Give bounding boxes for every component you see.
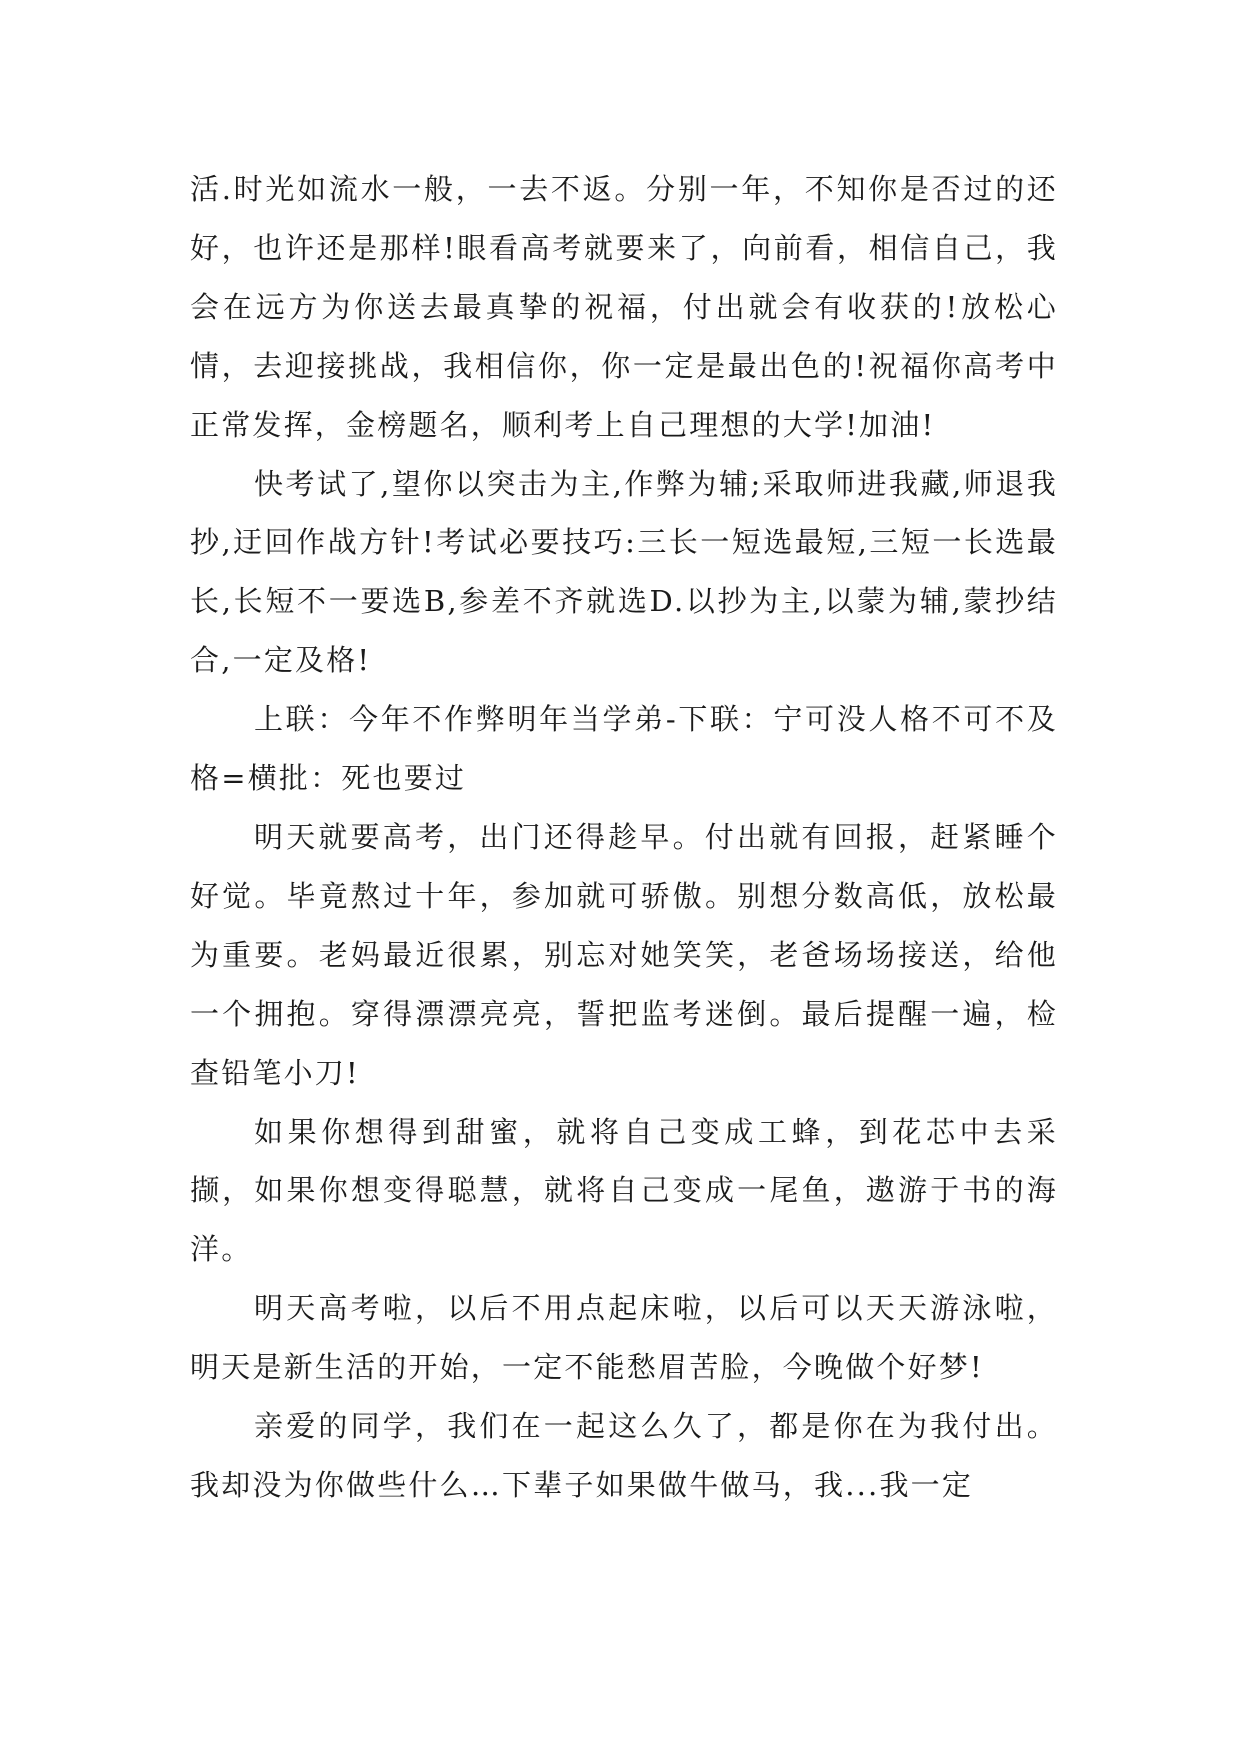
paragraph-7: 亲爱的同学，我们在一起这么久了，都是你在为我付出。我却没为你做些什么…下辈子如果做牛做马，我...我一定 [190,1409,1058,1502]
paragraph-5: 如果你想得到甜蜜，就将自己变成工蜂，到花芯中去采撷，如果你想变得聪慧，就将自己变成一尾鱼，遨游于书的海洋。 [190,1114,1058,1267]
paragraph-4: 明天就要高考，出门还得趁早。付出就有回报，赶紧睡个好觉。毕竟熬过十年，参加就可骄傲。别想分数高低，放松最为重要。老妈最近很累，别忘对她笑笑，老爸场场接送，给他一个拥抱。穿得漂漂亮亮，誓把监考迷倒。最后提醒一遍，检查铅笔小刀! [190,819,1058,1090]
paragraph-3: 上联：今年不作弊明年当学弟-下联：宁可没人格不可不及格=横批：死也要过 [190,702,1058,796]
paragraph-6: 明天高考啦，以后不用点起床啦，以后可以天天游泳啦，明天是新生活的开始，一定不能愁眉苦脸，今晚做个好梦! [190,1291,1058,1385]
paragraph-2: 快考试了,望你以突击为主,作弊为辅;采取师进我藏,师退我抄,迂回作战方针!考试必要技巧:三长一短选最短,三短一长选最长,长短不一要选B,参差不齐就选D.以抄为主,以蒙为辅,蒙抄结合,一定及格! [190,466,1058,678]
document-body [190,160,1058,1515]
paragraph-1: 活.时光如流水一般，一去不返。分别一年，不知你是否过的还好，也许还是那样!眼看高考就要来了，向前看，相信自己，我会在远方为你送去最真挚的祝福，付出就会有收获的!放松心情，去迎接挑战，我相信你，你一定是最出色的!祝福你高考中正常发挥，金榜题名，顺利考上自己理想的大学!加油! [190,172,1058,442]
